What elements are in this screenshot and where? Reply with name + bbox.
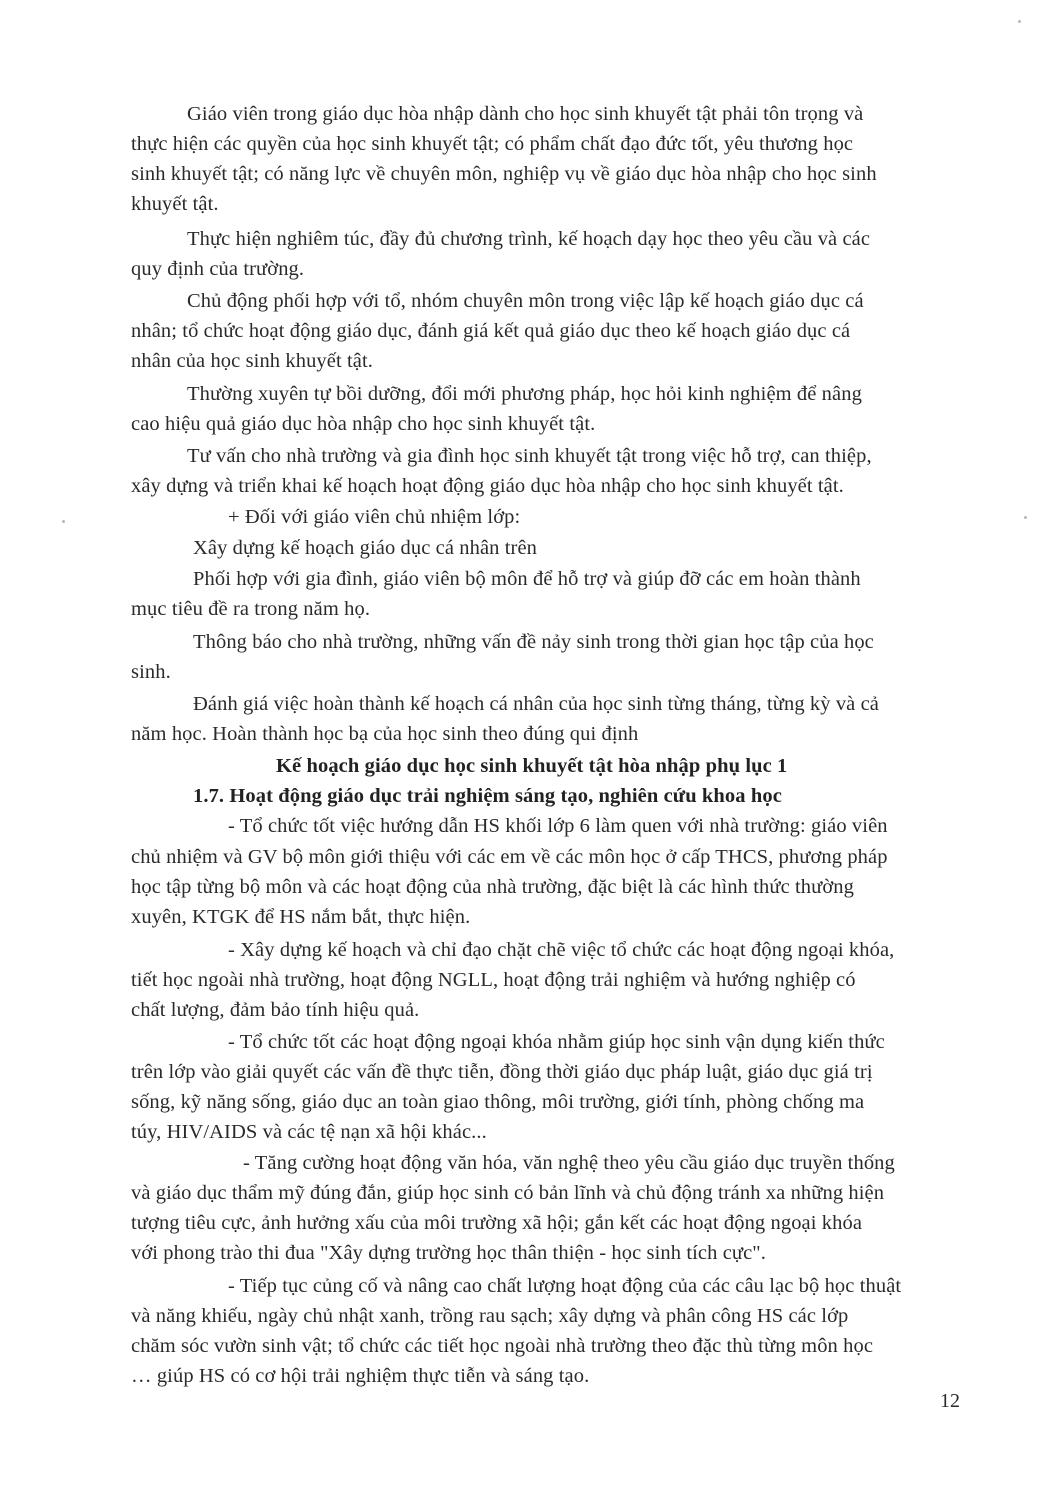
text-line: tượng tiêu cực, ảnh hưởng xấu của môi trường xã hội; gắn kết các hoạt động ngoại khóa — [131, 1212, 863, 1234]
text-line: sinh khuyết tật; có năng lực về chuyên môn, nghiệp vụ về giáo dục hòa nhập cho học sinh — [131, 163, 877, 185]
text-line: thực hiện các quyền của học sinh khuyết tật; có phẩm chất đạo đức tốt, yêu thương học — [131, 133, 854, 155]
text-line: Chủ động phối hợp với tổ, nhóm chuyên môn trong việc lập kế hoạch giáo dục cá — [187, 290, 864, 312]
text-line: xuyên, KTGK để HS nắm bắt, thực hiện. — [131, 906, 471, 928]
text-line: Xây dựng kế hoạch giáo dục cá nhân trên — [193, 537, 538, 559]
text-line: - Tổ chức tốt các hoạt động ngoại khóa nhằm giúp học sinh vận dụng kiến thức — [228, 1031, 885, 1053]
text-line: học tập từng bộ môn và các hoạt động của nhà trường, đặc biệt là các hình thức thường — [131, 876, 855, 898]
text-line: sinh. — [131, 661, 171, 683]
scan-speck — [62, 520, 65, 523]
text-line: khuyết tật. — [131, 193, 219, 215]
text-line: chủ nhiệm và GV bộ môn giới thiệu với các em về các môn học ở cấp THCS, phương pháp — [131, 846, 888, 868]
text-line: + Đối với giáo viên chủ nhiệm lớp: — [228, 506, 521, 528]
section-heading: 1.7. Hoạt động giáo dục trải nghiệm sáng tạo, nghiên cứu khoa học — [193, 785, 782, 807]
scan-speck — [1018, 20, 1021, 23]
text-line: quy định của trường. — [131, 258, 305, 280]
text-line: chất lượng, đảm bảo tính hiệu quả. — [131, 999, 420, 1021]
text-line: mục tiêu đề ra trong năm họ. — [131, 598, 371, 620]
text-line: - Tăng cường hoạt động văn hóa, văn nghệ theo yêu cầu giáo dục truyền thống — [243, 1152, 895, 1174]
text-line: Thường xuyên tự bồi dưỡng, đổi mới phương pháp, học hỏi kinh nghiệm để nâng — [187, 383, 862, 405]
text-line: nhân của học sinh khuyết tật. — [131, 350, 374, 372]
text-line: - Tiếp tục củng cố và nâng cao chất lượng hoạt động của các câu lạc bộ học thuật — [228, 1275, 902, 1297]
text-line: Thực hiện nghiêm túc, đầy đủ chương trình, kế hoạch dạy học theo yêu cầu và các — [187, 228, 871, 250]
text-line: - Tổ chức tốt việc hướng dẫn HS khối lớp 6 làm quen với nhà trường: giáo viên — [228, 815, 888, 837]
text-line: túy, HIV/AIDS và các tệ nạn xã hội khác... — [131, 1121, 487, 1143]
text-line: Đánh giá việc hoàn thành kế hoạch cá nhân của học sinh từng tháng, từng kỳ và cả — [193, 693, 880, 715]
text-line: tiết học ngoài nhà trường, hoạt động NGLL, hoạt động trải nghiệm và hướng nghiệp có — [131, 969, 856, 991]
section-heading: Kế hoạch giáo dục học sinh khuyết tật hòa nhập phụ lục 1 — [276, 755, 788, 777]
text-line: Phối hợp với gia đình, giáo viên bộ môn để hỗ trợ và giúp đỡ các em hoàn thành — [193, 568, 861, 590]
text-line: và giáo dục thẩm mỹ đúng đắn, giúp học sinh có bản lĩnh và chủ động tránh xa những hiện — [131, 1182, 885, 1204]
text-line: với phong trào thi đua "Xây dựng trường học thân thiện - học sinh tích cực". — [131, 1242, 767, 1264]
text-line: chăm sóc vườn sinh vật; tổ chức các tiết học ngoài nhà trường theo đặc thù từng môn học — [131, 1335, 874, 1357]
text-line: sống, kỹ năng sống, giáo dục an toàn giao thông, môi trường, giới tính, phòng chống ma — [131, 1091, 865, 1113]
text-line: Thông báo cho nhà trường, những vấn đề nảy sinh trong thời gian học tập của học — [193, 631, 874, 653]
text-line: … giúp HS có cơ hội trải nghiệm thực tiễn và sáng tạo. — [131, 1365, 590, 1387]
text-line: Tư vấn cho nhà trường và gia đình học sinh khuyết tật trong việc hỗ trợ, can thiệp, — [187, 445, 872, 467]
scan-speck — [1024, 516, 1027, 519]
text-line: năm học. Hoàn thành học bạ của học sinh theo đúng qui định — [131, 723, 639, 745]
text-line: và năng khiếu, ngày chủ nhật xanh, trồng rau sạch; xây dựng và phân công HS các lớp — [131, 1305, 849, 1327]
text-line: Giáo viên trong giáo dục hòa nhập dành cho học sinh khuyết tật phải tôn trọng và — [187, 103, 864, 125]
text-line: - Xây dựng kế hoạch và chỉ đạo chặt chẽ việc tổ chức các hoạt động ngoại khóa, — [228, 939, 895, 961]
text-line: trên lớp vào giải quyết các vấn đề thực tiễn, đồng thời giáo dục pháp luật, giáo dục giá trị — [131, 1061, 873, 1083]
text-line: xây dựng và triển khai kế hoạch hoạt động giáo dục hòa nhập cho học sinh khuyết tật. — [131, 475, 844, 497]
page-number: 12 — [940, 1390, 960, 1412]
text-line: nhân; tổ chức hoạt động giáo dục, đánh giá kết quả giáo dục theo kế hoạch giáo dục cá — [131, 320, 851, 342]
text-line: cao hiệu quả giáo dục hòa nhập cho học sinh khuyết tật. — [131, 413, 596, 435]
